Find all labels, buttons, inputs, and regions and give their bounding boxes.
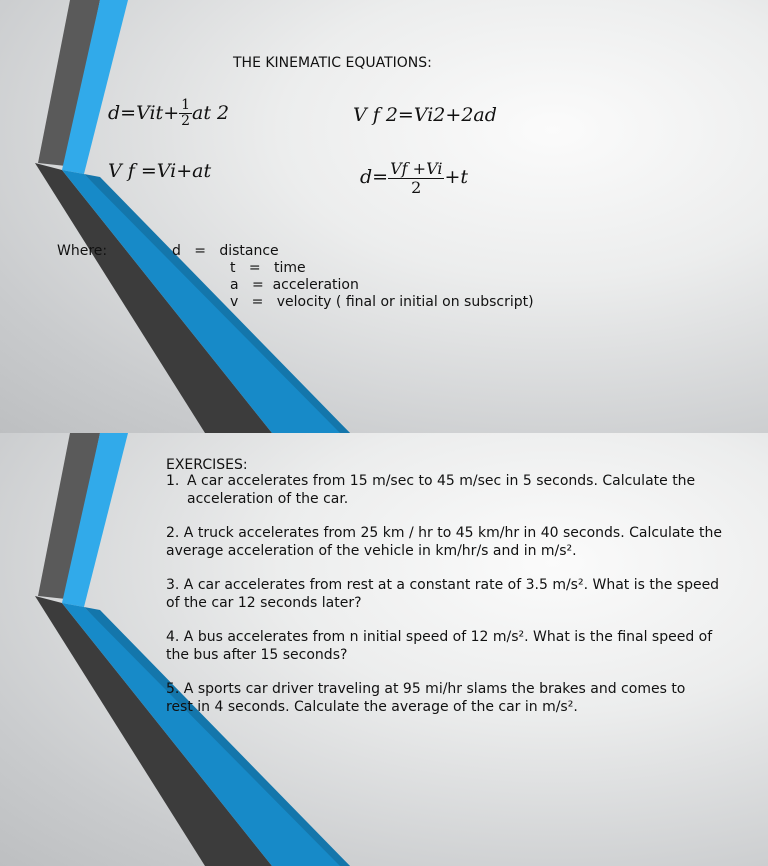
definition-time: t = time [230, 260, 306, 276]
definition-acceleration: a = acceleration [230, 277, 359, 293]
slide-exercises [0, 433, 768, 866]
exercise-1 [166, 473, 726, 508]
exercise-4: 4. A bus accelerates from n initial speed of 12 m/s². What is the final speed of the bus after 15 seconds? [166, 629, 713, 663]
exercise-1-text: A car accelerates from 15 m/sec to 45 m/sec in 5 seconds. Calculate the acceleration of the car. [187, 473, 696, 507]
definition-distance: d = distance [172, 243, 279, 259]
exercise-1-number: 1. [166, 473, 180, 489]
equation-average-velocity: d= $\frac{Vf +Vi}{2}$ +t [360, 159, 469, 197]
slide-title: THE KINEMATIC EQUATIONS: [233, 55, 432, 71]
where-label: Where: [57, 243, 108, 259]
exercises-heading: EXERCISES: [166, 457, 248, 473]
equation-displacement: d=Vit+ $\frac{1}{2}$ at 2 [108, 97, 230, 130]
exercise-3: 3. A car accelerates from rest at a constant rate of 3.5 m/s². What is the speed of the car 12 seconds later? [166, 577, 720, 611]
definition-velocity: v = velocity ( final or initial on subscript) [230, 294, 534, 310]
exercise-5: 5. A sports car driver traveling at 95 mi/hr slams the brakes and comes to rest in 4 seconds. Calculate the average of the car in m/s². [166, 681, 686, 715]
exercise-2: 2. A truck accelerates from 25 km / hr to 45 km/hr in 40 seconds. Calculate the average acceleration of the vehicle in km/hr/s and in m/s². [166, 525, 722, 559]
equation-velocity-squared: V f 2=Vi2+2ad [353, 104, 497, 126]
equation-final-velocity: V f =Vi+at [108, 160, 212, 182]
